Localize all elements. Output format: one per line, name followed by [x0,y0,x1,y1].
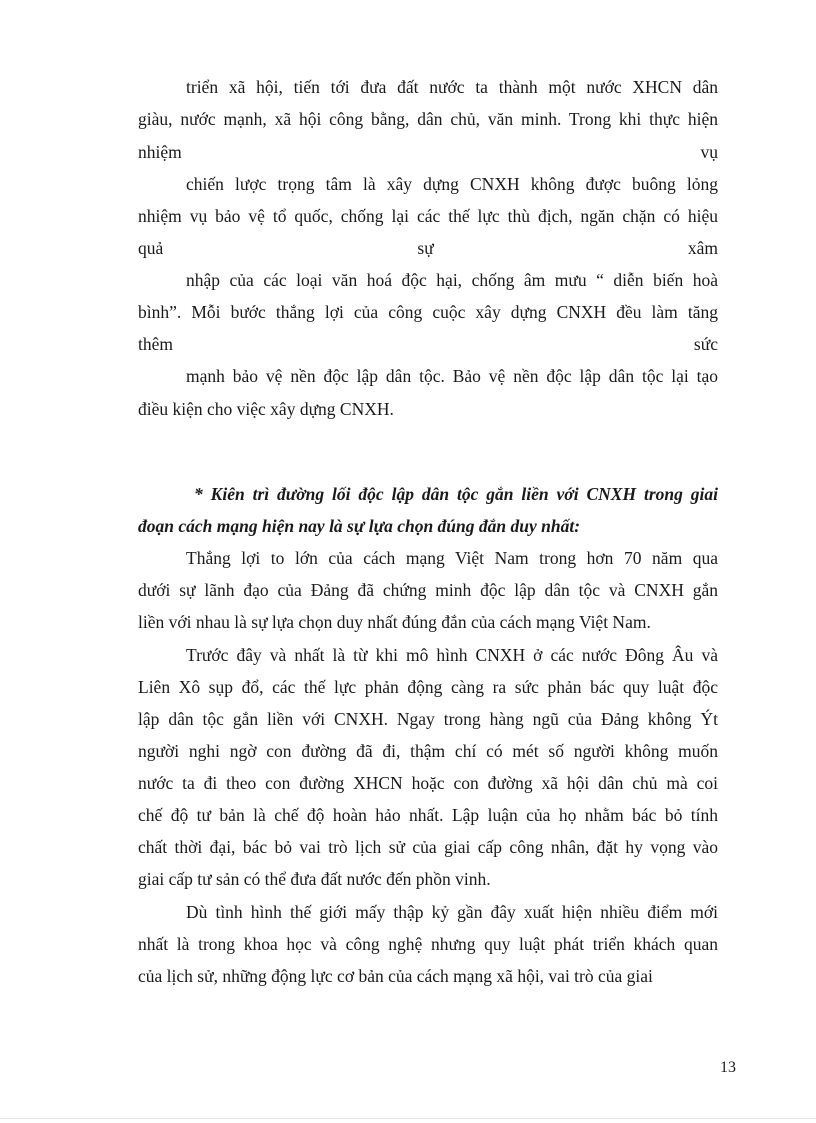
text-line: giàu, nước mạnh, xã hội công bằng, dân chủ, văn minh. Trong khi thực hiện [138,109,718,129]
text-line: liền với nhau là sự lựa chọn duy nhất đúng đắn của cách mạng Việt Nam. [138,612,651,632]
text-line: triển xã hội, tiến tới đưa đất nước ta thành một nước XHCN dân [186,77,718,97]
text-line: giai cấp tư sản có thể đưa đất nước đến phồn vinh. [138,869,491,889]
text-line: quả sự xâm [138,238,718,258]
text-line: Dù tình hình thế giới mấy thập kỷ gần đây xuất hiện nhiều điểm mới [186,902,718,922]
text-line: Liên Xô sụp đổ, các thế lực phản động càng ra sức phản bác quy luật độc [138,677,718,697]
text-line: điều kiện cho việc xây dựng CNXH. [138,399,394,419]
text-line: thêm sức [138,334,718,354]
section-heading: * Kiên trì đường lối độc lập dân tộc gắn liền với CNXH trong giai [194,484,718,504]
section-heading: đoạn cách mạng hiện nay là sự lựa chọn đúng đắn duy nhất: [138,516,581,536]
text-line: Thắng lợi to lớn của cách mạng Việt Nam trong hơn 70 năm qua [186,548,718,568]
text-line: Trước đây và nhất là từ khi mô hình CNXH ở các nước Đông Âu và [186,645,718,665]
text-line: chiến lược trọng tâm là xây dựng CNXH không được buông lỏng [186,174,718,194]
text-line: lập dân tộc gắn liền với CNXH. Ngay trong hàng ngũ của Đảng không Ýt [138,709,718,729]
text-line: người nghi ngờ con đường đã đi, thậm chí có mét số người không muốn [138,741,718,761]
page-number: 13 [720,1059,736,1076]
text-line: nhất là trong khoa học và công nghệ nhưng quy luật phát triển khách quan [138,934,718,954]
text-line: chế độ tư bản là chế độ hoàn hảo nhất. Lập luận của họ nhằm bác bỏ tính [138,805,718,825]
text-line: nhiệm vụ bảo vệ tổ quốc, chống lại các thế lực thù địch, ngăn chặn có hiệu [138,206,718,226]
text-line: mạnh bảo vệ nền độc lập dân tộc. Bảo vệ nền độc lập dân tộc lại tạo [186,366,718,386]
text-line: của lịch sử, những động lực cơ bản của cách mạng xã hội, vai trò của giai [138,966,653,986]
text-line: nước ta đi theo con đường XHCN hoặc con đường xã hội dân chủ mà coi [138,773,718,793]
text-line: dưới sự lãnh đạo của Đảng đã chứng minh độc lập dân tộc và CNXH gắn [138,580,718,600]
text-line: nhiệm vụ [138,142,718,162]
text-line: chất thời đại, bác bỏ vai trò lịch sử của giai cấp công nhân, đặt hy vọng vào [138,837,718,857]
text-line: bình”. Mỗi bước thắng lợi của công cuộc xây dựng CNXH đều làm tăng [138,302,718,322]
page-bottom-divider [0,1118,816,1119]
text-line: nhập của các loại văn hoá độc hại, chống âm mưu “ diễn biến hoà [186,270,718,290]
